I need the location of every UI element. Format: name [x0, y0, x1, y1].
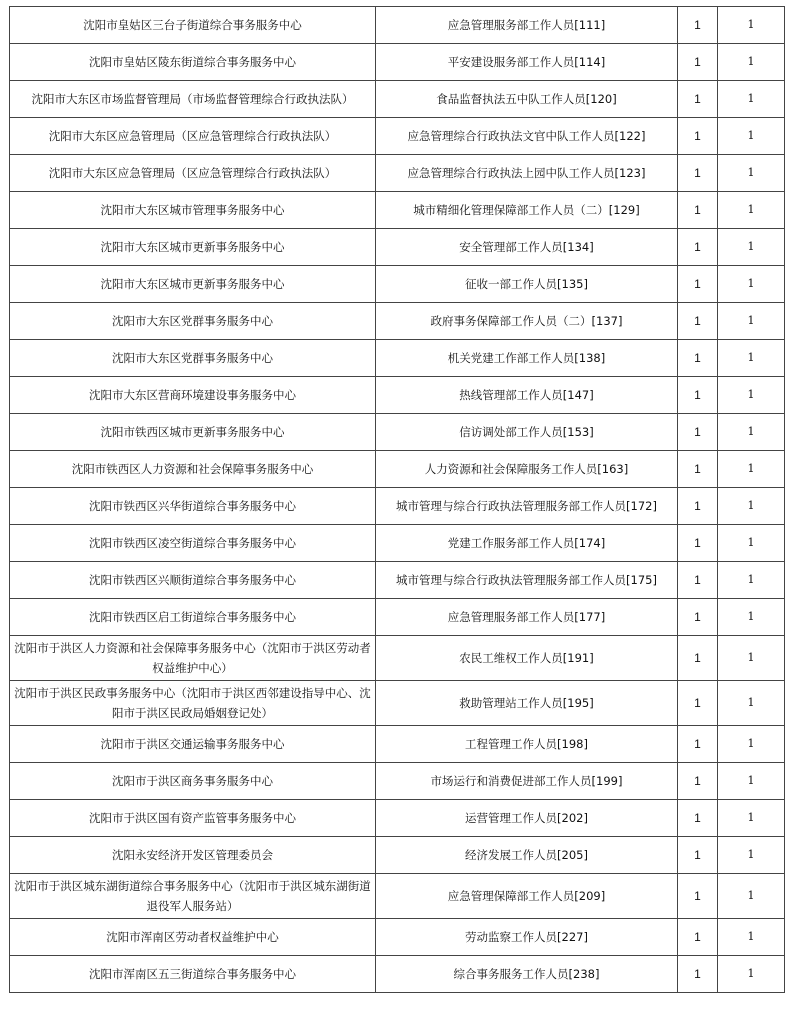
table-row [10, 726, 785, 763]
count-cell: 1 [718, 956, 785, 993]
position-cell: 综合事务服务工作人员[238] [376, 956, 678, 993]
planned-count-cell: 1 [678, 81, 718, 118]
position-cell: 信访调处部工作人员[153] [376, 414, 678, 451]
position-cell: 城市精细化管理保障部工作人员（二）[129] [376, 192, 678, 229]
table-row [10, 763, 785, 800]
planned-count-cell: 1 [678, 377, 718, 414]
unit-cell: 沈阳市大东区党群事务服务中心 [10, 303, 376, 340]
table-row [10, 874, 785, 919]
planned-count-cell: 1 [678, 525, 718, 562]
unit-cell: 沈阳永安经济开发区管理委员会 [10, 837, 376, 874]
position-cell: 城市管理与综合行政执法管理服务部工作人员[175] [376, 562, 678, 599]
count-cell: 1 [718, 837, 785, 874]
planned-count-cell: 1 [678, 155, 718, 192]
count-cell: 1 [718, 7, 785, 44]
table-row [10, 414, 785, 451]
table-row [10, 562, 785, 599]
table-row [10, 155, 785, 192]
planned-count-cell: 1 [678, 599, 718, 636]
planned-count-cell: 1 [678, 44, 718, 81]
planned-count-cell: 1 [678, 681, 718, 726]
unit-cell: 沈阳市铁西区凌空街道综合事务服务中心 [10, 525, 376, 562]
position-cell: 市场运行和消费促进部工作人员[199] [376, 763, 678, 800]
planned-count-cell: 1 [678, 303, 718, 340]
table-row [10, 7, 785, 44]
table-row [10, 488, 785, 525]
count-cell: 1 [718, 451, 785, 488]
count-cell: 1 [718, 562, 785, 599]
unit-cell: 沈阳市于洪区城东湖街道综合事务服务中心（沈阳市于洪区城东湖街道退役军人服务站） [10, 874, 376, 919]
table-row [10, 44, 785, 81]
position-cell: 热线管理部工作人员[147] [376, 377, 678, 414]
count-cell: 1 [718, 81, 785, 118]
unit-cell: 沈阳市大东区营商环境建设事务服务中心 [10, 377, 376, 414]
position-cell: 食品监督执法五中队工作人员[120] [376, 81, 678, 118]
table-row [10, 118, 785, 155]
position-cell: 城市管理与综合行政执法管理服务部工作人员[172] [376, 488, 678, 525]
position-cell: 征收一部工作人员[135] [376, 266, 678, 303]
unit-cell: 沈阳市于洪区国有资产监管事务服务中心 [10, 800, 376, 837]
unit-cell: 沈阳市铁西区启工街道综合事务服务中心 [10, 599, 376, 636]
planned-count-cell: 1 [678, 636, 718, 681]
table-row [10, 800, 785, 837]
count-cell: 1 [718, 118, 785, 155]
unit-cell: 沈阳市于洪区民政事务服务中心（沈阳市于洪区西邻建设指导中心、沈阳市于洪区民政局婚姻登记处） [10, 681, 376, 726]
unit-cell: 沈阳市皇姑区陵东街道综合事务服务中心 [10, 44, 376, 81]
unit-cell: 沈阳市浑南区五三街道综合事务服务中心 [10, 956, 376, 993]
planned-count-cell: 1 [678, 266, 718, 303]
count-cell: 1 [718, 726, 785, 763]
table-row [10, 599, 785, 636]
position-cell: 政府事务保障部工作人员（二）[137] [376, 303, 678, 340]
planned-count-cell: 1 [678, 451, 718, 488]
count-cell: 1 [718, 919, 785, 956]
position-cell: 农民工维权工作人员[191] [376, 636, 678, 681]
planned-count-cell: 1 [678, 488, 718, 525]
unit-cell: 沈阳市大东区应急管理局（区应急管理综合行政执法队） [10, 118, 376, 155]
planned-count-cell: 1 [678, 726, 718, 763]
table-row [10, 525, 785, 562]
count-cell: 1 [718, 192, 785, 229]
table-row [10, 919, 785, 956]
unit-cell: 沈阳市大东区城市更新事务服务中心 [10, 266, 376, 303]
table-row [10, 377, 785, 414]
count-cell: 1 [718, 377, 785, 414]
position-cell: 应急管理保障部工作人员[209] [376, 874, 678, 919]
unit-cell: 沈阳市浑南区劳动者权益维护中心 [10, 919, 376, 956]
planned-count-cell: 1 [678, 340, 718, 377]
unit-cell: 沈阳市大东区城市更新事务服务中心 [10, 229, 376, 266]
positions-table [9, 6, 785, 993]
planned-count-cell: 1 [678, 414, 718, 451]
unit-cell: 沈阳市大东区应急管理局（区应急管理综合行政执法队） [10, 155, 376, 192]
planned-count-cell: 1 [678, 192, 718, 229]
count-cell: 1 [718, 681, 785, 726]
positions-table-body [10, 7, 785, 993]
count-cell: 1 [718, 229, 785, 266]
table-row [10, 192, 785, 229]
count-cell: 1 [718, 340, 785, 377]
unit-cell: 沈阳市大东区城市管理事务服务中心 [10, 192, 376, 229]
position-cell: 应急管理综合行政执法文官中队工作人员[122] [376, 118, 678, 155]
count-cell: 1 [718, 44, 785, 81]
position-cell: 救助管理站工作人员[195] [376, 681, 678, 726]
planned-count-cell: 1 [678, 919, 718, 956]
planned-count-cell: 1 [678, 229, 718, 266]
table-row [10, 451, 785, 488]
table-row [10, 636, 785, 681]
planned-count-cell: 1 [678, 763, 718, 800]
unit-cell: 沈阳市于洪区商务事务服务中心 [10, 763, 376, 800]
count-cell: 1 [718, 874, 785, 919]
table-row [10, 956, 785, 993]
position-cell: 应急管理服务部工作人员[177] [376, 599, 678, 636]
table-row [10, 303, 785, 340]
table-row [10, 229, 785, 266]
count-cell: 1 [718, 303, 785, 340]
unit-cell: 沈阳市皇姑区三台子街道综合事务服务中心 [10, 7, 376, 44]
position-cell: 人力资源和社会保障服务工作人员[163] [376, 451, 678, 488]
unit-cell: 沈阳市大东区党群事务服务中心 [10, 340, 376, 377]
position-cell: 运营管理工作人员[202] [376, 800, 678, 837]
position-cell: 应急管理综合行政执法上园中队工作人员[123] [376, 155, 678, 192]
position-cell: 安全管理部工作人员[134] [376, 229, 678, 266]
count-cell: 1 [718, 414, 785, 451]
planned-count-cell: 1 [678, 800, 718, 837]
count-cell: 1 [718, 763, 785, 800]
table-row [10, 81, 785, 118]
position-cell: 应急管理服务部工作人员[111] [376, 7, 678, 44]
count-cell: 1 [718, 155, 785, 192]
unit-cell: 沈阳市于洪区交通运输事务服务中心 [10, 726, 376, 763]
unit-cell: 沈阳市铁西区兴华街道综合事务服务中心 [10, 488, 376, 525]
count-cell: 1 [718, 266, 785, 303]
planned-count-cell: 1 [678, 562, 718, 599]
planned-count-cell: 1 [678, 874, 718, 919]
count-cell: 1 [718, 599, 785, 636]
count-cell: 1 [718, 636, 785, 681]
count-cell: 1 [718, 488, 785, 525]
count-cell: 1 [718, 800, 785, 837]
position-cell: 党建工作服务部工作人员[174] [376, 525, 678, 562]
table-row [10, 837, 785, 874]
table-row [10, 266, 785, 303]
position-cell: 平安建设服务部工作人员[114] [376, 44, 678, 81]
position-cell: 经济发展工作人员[205] [376, 837, 678, 874]
count-cell: 1 [718, 525, 785, 562]
unit-cell: 沈阳市铁西区城市更新事务服务中心 [10, 414, 376, 451]
position-cell: 劳动监察工作人员[227] [376, 919, 678, 956]
planned-count-cell: 1 [678, 118, 718, 155]
planned-count-cell: 1 [678, 837, 718, 874]
unit-cell: 沈阳市铁西区兴顺街道综合事务服务中心 [10, 562, 376, 599]
position-cell: 工程管理工作人员[198] [376, 726, 678, 763]
unit-cell: 沈阳市铁西区人力资源和社会保障事务服务中心 [10, 451, 376, 488]
planned-count-cell: 1 [678, 7, 718, 44]
planned-count-cell: 1 [678, 956, 718, 993]
table-row [10, 340, 785, 377]
unit-cell: 沈阳市大东区市场监督管理局（市场监督管理综合行政执法队） [10, 81, 376, 118]
position-cell: 机关党建工作部工作人员[138] [376, 340, 678, 377]
table-row [10, 681, 785, 726]
unit-cell: 沈阳市于洪区人力资源和社会保障事务服务中心（沈阳市于洪区劳动者权益维护中心） [10, 636, 376, 681]
